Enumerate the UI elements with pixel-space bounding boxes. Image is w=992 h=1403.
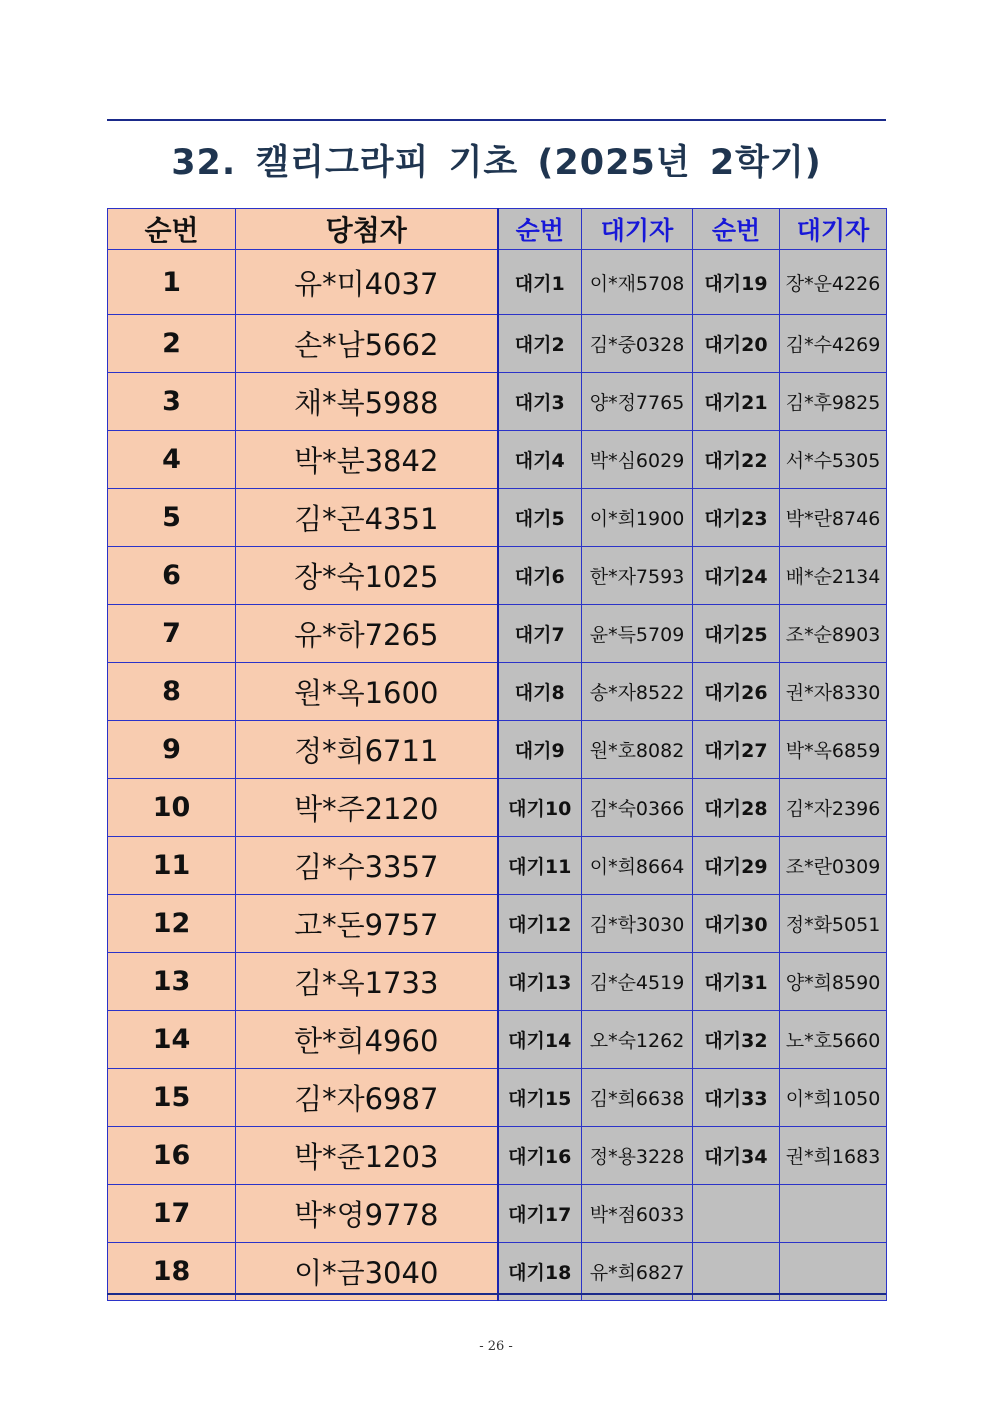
wait-label-2: 대기34 xyxy=(693,1127,780,1185)
wait-name-1: 송*자8522 xyxy=(582,663,693,721)
table-row xyxy=(108,1069,887,1127)
row-number: 17 xyxy=(108,1185,236,1243)
winner-name: 박*영9778 xyxy=(236,1185,498,1243)
wait-name-1: 이*재5708 xyxy=(582,250,693,315)
winner-name: 박*분3842 xyxy=(236,431,498,489)
winner-name: 원*옥1600 xyxy=(236,663,498,721)
header-wait-name-2: 대기자 xyxy=(780,209,887,250)
table-row xyxy=(108,721,887,779)
winner-name: 한*희4960 xyxy=(236,1011,498,1069)
page-title: 32. 캘리그라피 기초 (2025년 2학기) xyxy=(171,143,822,183)
wait-name-1: 이*희8664 xyxy=(582,837,693,895)
wait-label-2: 대기30 xyxy=(693,895,780,953)
wait-label-2: 대기32 xyxy=(693,1011,780,1069)
page-number: - 26 - xyxy=(479,1339,513,1354)
wait-label-1: 대기16 xyxy=(498,1127,582,1185)
row-number: 12 xyxy=(108,895,236,953)
wait-label-2: 대기33 xyxy=(693,1069,780,1127)
wait-label-1: 대기14 xyxy=(498,1011,582,1069)
table-row xyxy=(108,1127,887,1185)
winner-name: 고*돈9757 xyxy=(236,895,498,953)
wait-name-2: 장*운4226 xyxy=(780,250,887,315)
wait-label-2: 대기26 xyxy=(693,663,780,721)
row-number: 7 xyxy=(108,605,236,663)
top-rule xyxy=(107,119,886,121)
wait-label-1: 대기17 xyxy=(498,1185,582,1243)
wait-label-2: 대기19 xyxy=(693,250,780,315)
wait-name-1: 유*희6827 xyxy=(582,1243,693,1301)
wait-name-1: 김*희6638 xyxy=(582,1069,693,1127)
wait-label-1: 대기6 xyxy=(498,547,582,605)
winner-name: 유*미4037 xyxy=(236,250,498,315)
wait-name-1: 양*정7765 xyxy=(582,373,693,431)
wait-name-1: 김*학3030 xyxy=(582,895,693,953)
winner-name: 손*남5662 xyxy=(236,315,498,373)
winner-name: 김*자6987 xyxy=(236,1069,498,1127)
wait-label-2: 대기23 xyxy=(693,489,780,547)
wait-name-1: 원*호8082 xyxy=(582,721,693,779)
table-row xyxy=(108,895,887,953)
table-row xyxy=(108,779,887,837)
table-row xyxy=(108,837,887,895)
table-row xyxy=(108,1011,887,1069)
row-number: 4 xyxy=(108,431,236,489)
table-row xyxy=(108,250,887,315)
table-row xyxy=(108,663,887,721)
wait-name-2: 조*순8903 xyxy=(780,605,887,663)
table-row xyxy=(108,1185,887,1243)
row-number: 10 xyxy=(108,779,236,837)
wait-name-1: 김*순4519 xyxy=(582,953,693,1011)
row-number: 15 xyxy=(108,1069,236,1127)
table-header-row xyxy=(108,209,887,250)
row-number: 3 xyxy=(108,373,236,431)
table-row xyxy=(108,315,887,373)
wait-name-2: 배*순2134 xyxy=(780,547,887,605)
lottery-table xyxy=(107,208,887,1301)
wait-name-2: 박*란8746 xyxy=(780,489,887,547)
wait-name-1: 정*용3228 xyxy=(582,1127,693,1185)
wait-name-1: 박*심6029 xyxy=(582,431,693,489)
wait-label-1: 대기7 xyxy=(498,605,582,663)
bottom-rule xyxy=(107,1293,886,1295)
wait-label-2: 대기27 xyxy=(693,721,780,779)
wait-label-1: 대기18 xyxy=(498,1243,582,1301)
wait-label-1: 대기11 xyxy=(498,837,582,895)
wait-label-2: 대기31 xyxy=(693,953,780,1011)
row-number: 1 xyxy=(108,250,236,315)
wait-name-2: 권*자8330 xyxy=(780,663,887,721)
table-row xyxy=(108,953,887,1011)
wait-label-2 xyxy=(693,1185,780,1243)
header-num: 순번 xyxy=(108,209,236,250)
winner-name: 박*준1203 xyxy=(236,1127,498,1185)
table-row xyxy=(108,605,887,663)
wait-label-2: 대기22 xyxy=(693,431,780,489)
wait-name-2: 서*수5305 xyxy=(780,431,887,489)
wait-label-1: 대기3 xyxy=(498,373,582,431)
wait-label-1: 대기8 xyxy=(498,663,582,721)
wait-label-1: 대기13 xyxy=(498,953,582,1011)
wait-label-1: 대기4 xyxy=(498,431,582,489)
wait-name-1: 윤*득5709 xyxy=(582,605,693,663)
wait-label-2: 대기24 xyxy=(693,547,780,605)
winner-name: 정*희6711 xyxy=(236,721,498,779)
wait-name-2: 조*란0309 xyxy=(780,837,887,895)
wait-label-2: 대기28 xyxy=(693,779,780,837)
wait-name-2 xyxy=(780,1185,887,1243)
wait-name-1: 김*숙0366 xyxy=(582,779,693,837)
table-row xyxy=(108,431,887,489)
row-number: 9 xyxy=(108,721,236,779)
winner-name: 김*옥1733 xyxy=(236,953,498,1011)
wait-name-2: 김*수4269 xyxy=(780,315,887,373)
wait-name-1: 김*중0328 xyxy=(582,315,693,373)
table-row xyxy=(108,1243,887,1301)
row-number: 2 xyxy=(108,315,236,373)
wait-name-2: 노*호5660 xyxy=(780,1011,887,1069)
winner-name: 유*하7265 xyxy=(236,605,498,663)
table-row xyxy=(108,489,887,547)
header-wait-num-1: 순번 xyxy=(498,209,582,250)
row-number: 13 xyxy=(108,953,236,1011)
winner-name: 채*복5988 xyxy=(236,373,498,431)
winner-name: 김*수3357 xyxy=(236,837,498,895)
winner-name: 이*금3040 xyxy=(236,1243,498,1301)
row-number: 8 xyxy=(108,663,236,721)
wait-name-1: 오*숙1262 xyxy=(582,1011,693,1069)
wait-name-1: 박*점6033 xyxy=(582,1185,693,1243)
row-number: 18 xyxy=(108,1243,236,1301)
wait-label-1: 대기15 xyxy=(498,1069,582,1127)
wait-name-2: 양*희8590 xyxy=(780,953,887,1011)
wait-label-1: 대기12 xyxy=(498,895,582,953)
wait-label-2: 대기29 xyxy=(693,837,780,895)
winner-name: 김*곤4351 xyxy=(236,489,498,547)
wait-name-2: 박*옥6859 xyxy=(780,721,887,779)
header-wait-name-1: 대기자 xyxy=(582,209,693,250)
winner-name: 박*주2120 xyxy=(236,779,498,837)
wait-label-2 xyxy=(693,1243,780,1301)
wait-name-2: 권*희1683 xyxy=(780,1127,887,1185)
wait-label-1: 대기1 xyxy=(498,250,582,315)
winner-name: 장*숙1025 xyxy=(236,547,498,605)
wait-name-1: 이*희1900 xyxy=(582,489,693,547)
wait-name-2: 이*희1050 xyxy=(780,1069,887,1127)
table-body xyxy=(108,250,887,1301)
wait-label-1: 대기9 xyxy=(498,721,582,779)
wait-label-1: 대기5 xyxy=(498,489,582,547)
wait-name-1: 한*자7593 xyxy=(582,547,693,605)
header-wait-num-2: 순번 xyxy=(693,209,780,250)
row-number: 14 xyxy=(108,1011,236,1069)
wait-name-2: 김*후9825 xyxy=(780,373,887,431)
table-row xyxy=(108,547,887,605)
header-winner: 당첨자 xyxy=(236,209,498,250)
wait-label-2: 대기25 xyxy=(693,605,780,663)
wait-label-2: 대기20 xyxy=(693,315,780,373)
wait-label-1: 대기2 xyxy=(498,315,582,373)
wait-label-1: 대기10 xyxy=(498,779,582,837)
row-number: 16 xyxy=(108,1127,236,1185)
wait-name-2 xyxy=(780,1243,887,1301)
table-row xyxy=(108,373,887,431)
row-number: 11 xyxy=(108,837,236,895)
wait-name-2: 김*자2396 xyxy=(780,779,887,837)
row-number: 6 xyxy=(108,547,236,605)
wait-label-2: 대기21 xyxy=(693,373,780,431)
row-number: 5 xyxy=(108,489,236,547)
wait-name-2: 정*화5051 xyxy=(780,895,887,953)
